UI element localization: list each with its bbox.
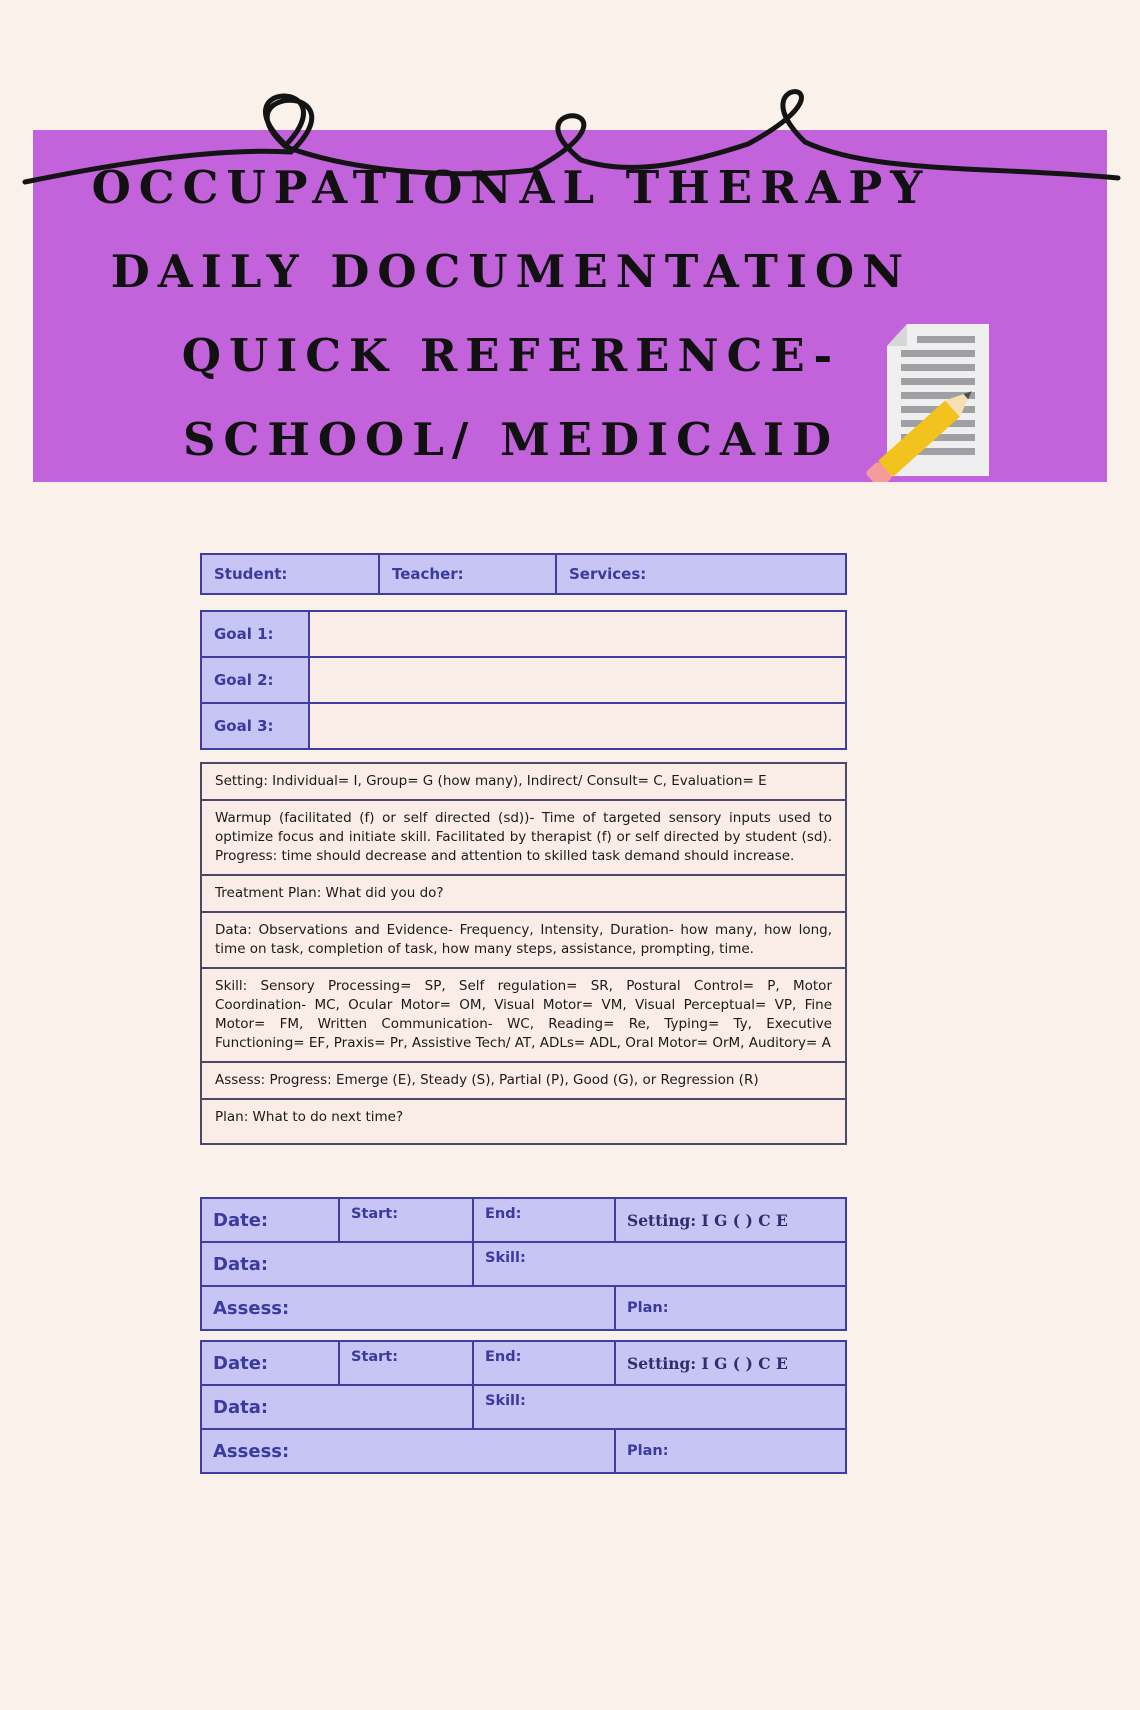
- plan-field[interactable]: [614, 1430, 845, 1472]
- assess-field[interactable]: [202, 1430, 614, 1472]
- quick-reference-table: [200, 762, 847, 1145]
- student-field[interactable]: [202, 555, 378, 593]
- data-label: Data:: [213, 1253, 269, 1275]
- reference-plan: Plan: What to do next time?: [202, 1098, 845, 1143]
- goal-row-1: [202, 612, 845, 656]
- end-field[interactable]: [472, 1342, 614, 1384]
- date-field[interactable]: [202, 1342, 338, 1384]
- session-1-row-2: [202, 1241, 845, 1285]
- data-field[interactable]: [202, 1243, 472, 1285]
- student-label: Student:: [214, 565, 288, 583]
- assess-label: Assess:: [213, 1440, 290, 1462]
- plan-field[interactable]: [614, 1287, 845, 1329]
- reference-data: Data: Observations and Evidence- Frequency, Intensity, Duration- how many, how long, time on task, completion of task, how many steps, assistance, prompting, time.: [202, 911, 845, 967]
- goal-row-3: [202, 702, 845, 748]
- data-field[interactable]: [202, 1386, 472, 1428]
- plan-label: Plan:: [627, 1300, 669, 1316]
- setting-label: Setting: I G ( ) C E: [627, 1210, 788, 1230]
- goal-3-label-text: Goal 3:: [214, 717, 274, 735]
- setting-field[interactable]: [614, 1342, 845, 1384]
- reference-skill: Skill: Sensory Processing= SP, Self regulation= SR, Postural Control= P, Motor Coordination- MC, Ocular Motor= OM, Visual Motor= VM, Visual Perceptual= VP, Fine Motor= FM, Written Communication- WC, Reading= Re, Typing= Ty, Executive Functioning= EF, Praxis= Pr, Assistive Tech/ AT, ADLs= ADL, Oral Motor= OrM, Auditory= A: [202, 967, 845, 1061]
- session-table-2: [200, 1340, 847, 1474]
- goal-2-label: [202, 658, 310, 702]
- services-field[interactable]: [555, 555, 845, 593]
- start-field[interactable]: [338, 1199, 472, 1241]
- end-field[interactable]: [472, 1199, 614, 1241]
- goal-row-2: [202, 656, 845, 702]
- student-info-table: [200, 553, 847, 595]
- title-banner: [33, 130, 1107, 482]
- setting-label: Setting: I G ( ) C E: [627, 1353, 788, 1373]
- goal-1-label: [202, 612, 310, 656]
- start-label: Start:: [351, 1206, 399, 1222]
- session-2-row-2: [202, 1384, 845, 1428]
- end-label: End:: [485, 1349, 522, 1365]
- reference-setting: Setting: Individual= I, Group= G (how many), Indirect/ Consult= C, Evaluation= E: [202, 764, 845, 799]
- data-label: Data:: [213, 1396, 269, 1418]
- goal-1-label-text: Goal 1:: [214, 625, 274, 643]
- teacher-field[interactable]: [378, 555, 555, 593]
- session-1-row-1: [202, 1199, 845, 1241]
- plan-label: Plan:: [627, 1443, 669, 1459]
- session-1-row-3: [202, 1285, 845, 1329]
- assess-field[interactable]: [202, 1287, 614, 1329]
- goal-1-input[interactable]: [310, 612, 845, 656]
- date-label: Date:: [213, 1209, 269, 1231]
- skill-field[interactable]: [472, 1243, 845, 1285]
- reference-assess: Assess: Progress: Emerge (E), Steady (S), Partial (P), Good (G), or Regression (R): [202, 1061, 845, 1098]
- document-pencil-icon: [865, 320, 997, 482]
- goal-2-input[interactable]: [310, 658, 845, 702]
- title-line-2: DAILY DOCUMENTATION: [110, 245, 912, 298]
- skill-label: Skill:: [485, 1250, 526, 1266]
- date-label: Date:: [213, 1352, 269, 1374]
- goal-3-input[interactable]: [310, 704, 845, 748]
- goal-3-label: [202, 704, 310, 748]
- teacher-label: Teacher:: [392, 565, 464, 583]
- title-line-4: SCHOOL/ MEDICAID: [183, 413, 839, 466]
- assess-label: Assess:: [213, 1297, 290, 1319]
- goal-2-label-text: Goal 2:: [214, 671, 274, 689]
- session-2-row-1: [202, 1342, 845, 1384]
- reference-warmup: Warmup (facilitated (f) or self directed (sd))- Time of targeted sensory inputs used to optimize focus and initiate skill. Facilitated by therapist (f) or self directed by student (sd). Progress: time should decrease and attention to skilled task demand should increase.: [202, 799, 845, 874]
- start-label: Start:: [351, 1349, 399, 1365]
- session-table-1: [200, 1197, 847, 1331]
- skill-field[interactable]: [472, 1386, 845, 1428]
- end-label: End:: [485, 1206, 522, 1222]
- title-line-1: OCCUPATIONAL THERAPY: [91, 161, 931, 214]
- start-field[interactable]: [338, 1342, 472, 1384]
- setting-field[interactable]: [614, 1199, 845, 1241]
- session-2-row-3: [202, 1428, 845, 1472]
- date-field[interactable]: [202, 1199, 338, 1241]
- skill-label: Skill:: [485, 1393, 526, 1409]
- title-line-3: QUICK REFERENCE-: [181, 329, 841, 382]
- goals-table: [200, 610, 847, 750]
- reference-treatment-plan: Treatment Plan: What did you do?: [202, 874, 845, 911]
- services-label: Services:: [569, 565, 647, 583]
